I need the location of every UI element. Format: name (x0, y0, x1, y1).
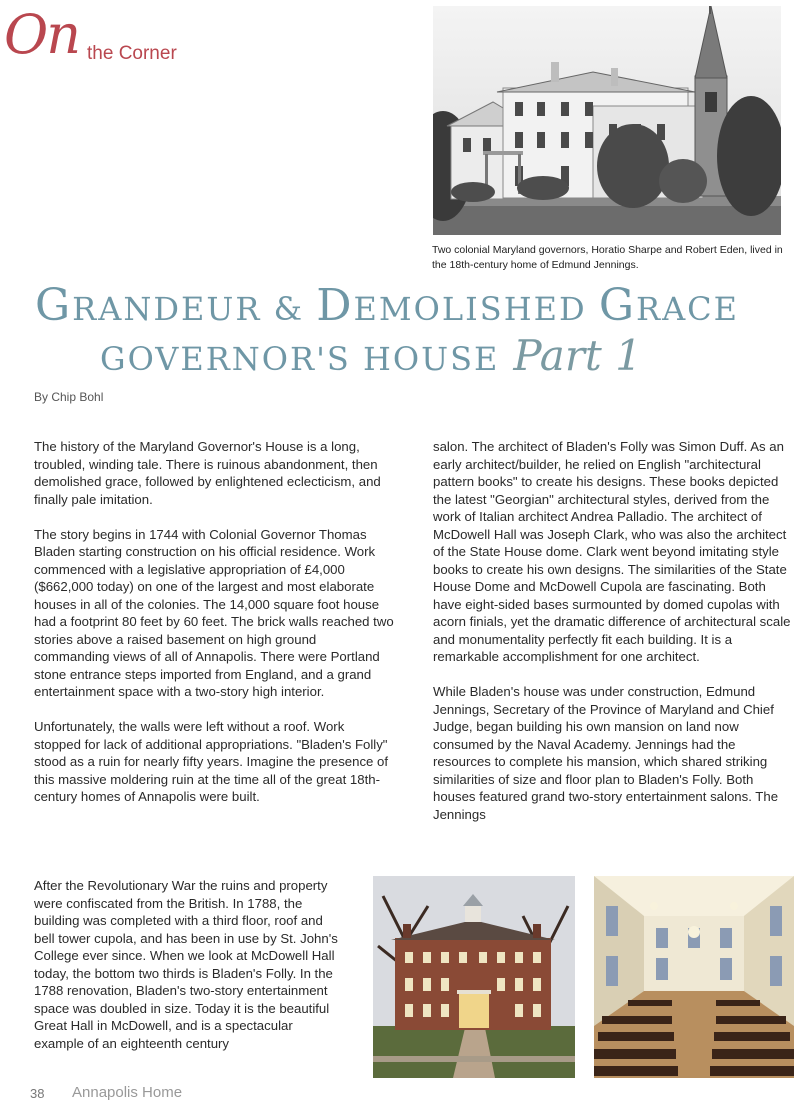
section-logo-the-corner: the Corner (87, 43, 177, 64)
article-title-line2: GOVERNOR'S HOUSE Part 1 (100, 331, 642, 380)
paragraph: After the Revolutionary War the ruins and property were confiscated from the British. In 1788, the building was completed with a third floor, roof and bell tower cupola, and has been in use by St. John's College ever since. When we look at McDowell Hall today, the bottom two thirds is Bladen's Folly. In the 1788 renovation, Bladen's two-story entertainment space was doubled in size. Today it is the beautiful Great Hall in McDowell, and is a spectacular example of an eighteenth century (34, 878, 338, 1051)
mcdowell-hall-photo (373, 876, 575, 1078)
paragraph: The story begins in 1744 with Colonial Governor Thomas Bladen starting construction on his official residence. Work commenced with a legislative appropriation of £4,000 ($662,000 today) on one of the largest and most elaborate houses in all of the colonies. The 14,000 square foot house had a footprint 80 feet by 60 feet. The brick walls reached two stories above a raised basement on high ground commanding views of all of Annapolis. There were Portland stone entrance steps imported from England, and a grand entertainment space with a two-story high interior. (34, 526, 394, 699)
section-logo-on: On (4, 3, 80, 66)
byline: By Chip Bohl (34, 390, 104, 404)
article-title-line1: GRANDEUR & DEMOLISHED GRACE (35, 280, 740, 331)
publication-name: Annapolis Home (72, 1084, 183, 1101)
photo-caption: Two colonial Maryland governors, Horatio Sharpe and Robert Eden, lived in the 18th-century home of Edmund Jennings. (432, 244, 783, 271)
page-number: 38 (30, 1086, 45, 1101)
governors-house-photo (433, 6, 781, 235)
paragraph: salon. The architect of Bladen's Folly was Simon Duff. As an early architect/builder, he relied on English "architectural pattern books" to create his designs. These books depicted the latest "Georgian" architectural styles, derived from the work of Italian architect Andrea Palladio. The architect of McDowell Hall was Joseph Clark, who was also the architect of the State House dome. Clark went beyond imitating style books to create his own designs. The similarities of the State House Dome and McDowell Cupola are fascinating. Both have eight-sided bases surmounted by domed cupolas with acorn finials, yet the dramatic difference of architectural scale and monumentality perfectly fit each building. It is a remarkable accomplishment for one architect. (433, 439, 791, 664)
left-text-column (34, 438, 394, 823)
part-label: Part 1 (513, 331, 642, 380)
left-text-column-lower (34, 877, 346, 1070)
paragraph: The history of the Maryland Governor's House is a long, troubled, winding tale. There is ruinous abandonment, then demolished grace, followed by enlightened eclecticism, and finally pale imitation. (34, 439, 381, 507)
paragraph: While Bladen's house was under construction, Edmund Jennings, Secretary of the Province of Maryland and Chief Judge, began building his own mansion on land now consumed by the Naval Academy. Jennings had the resources to complete his mansion, which shared striking similarities of size and floor plan to Bladen's Folly. Both houses featured grand two-story entertainment salons. The Jennings (433, 684, 779, 822)
right-text-column (433, 438, 791, 841)
great-hall-photo (594, 876, 794, 1078)
paragraph: Unfortunately, the walls were left without a roof. Work stopped for lack of additional appropriations. "Bladen's Folly" stood as a ruin for nearly fifty years. Imagine the presence of this massive moldering ruin at the time all of the great 18th-century homes of Annapolis were built. (34, 719, 389, 804)
